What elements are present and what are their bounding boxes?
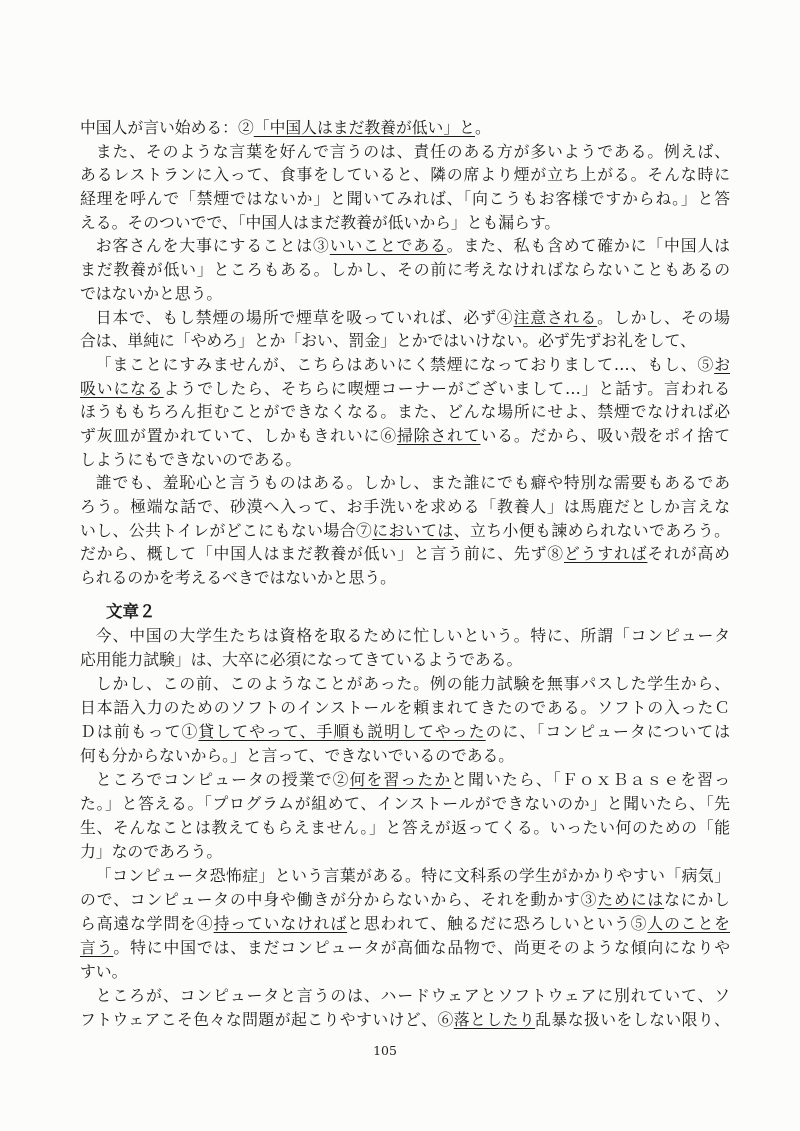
text-run: ので、コンピュータの中身や働きが分からないから、それを動かす③ [80,889,598,909]
text-run: それが高め [647,544,730,564]
text-run: あるレストランに入って、食事をしていると、隣の席より煙が立ち上がる。そんな時に [80,165,730,185]
section-heading: 文章２ [106,601,156,621]
paragraph [80,306,730,353]
text-line [80,888,730,912]
text-run: 生、そんなことは教えてもらえません。」と答えが返ってくる。いったい何のための「能 [80,817,730,837]
page-body [80,116,730,1032]
text-run: られるのかを考えるべきではないかと思う。 [80,568,396,588]
text-run: 何も分からないから。」と言って、できないでいるのである。 [80,745,515,765]
underlined-text: 貸してやって、手順も説明してやった [198,721,486,741]
text-line [80,624,730,648]
paragraph [80,353,730,471]
underlined-text: お [714,354,730,374]
text-line [80,792,730,816]
underlined-text: いいことである [329,236,447,256]
underlined-text: 何を習ったか [349,769,452,789]
text-run: いし、公共トイレがどこにもない場合⑦ [80,520,373,540]
underlined-text: 言う [80,937,114,957]
underlined-text: 掃除されて [396,425,481,445]
text-run: すい。 [80,961,128,981]
text-line [80,816,730,840]
text-run: 力」なのであろう。 [80,841,223,861]
underlined-text: 持っていなければ [213,913,348,933]
text-line [80,912,730,936]
text-line [80,672,730,696]
text-line [80,984,730,1008]
text-run: 今、中国の大学生たちは資格を取るために忙しいという。特に、所謂「コンピュータ [95,625,730,645]
paragraph [80,116,730,140]
text-run: ほうももちろん拒むことができなくなる。また、どんな場所にせよ、禁煙でなければ必 [80,402,730,422]
text-run: 、立ち小便も諫められないであろう。 [453,520,730,540]
text-run: 。しかし、その場 [597,307,730,327]
text-line [80,696,730,720]
text-line [80,116,730,140]
text-run: まだ教養が低い」ところもある。しかし、その前に考えなければならないこともあるの [80,260,730,280]
text-run: フトウェアこそ色々な問題が起こりやすいけど、⑥ [80,1009,454,1029]
text-run: と聞いたら、「ＦｏｘＢａｓｅを習っ [451,769,730,789]
text-run: Ｄは前もって① [80,721,199,741]
text-run: 応用能力試験」は、大卒に必須になってきているようである。 [80,649,523,669]
text-line [80,211,730,235]
text-run: しかし、この前、このようなことがあった。例の能力試験を無事パスした学生から、 [95,673,730,693]
text-run: お客さんを大事にすることは③ [95,236,330,256]
text-line [80,234,730,258]
text-line [80,471,730,495]
text-line [80,282,730,306]
text-run: 中国人が言い始める：② [80,118,254,137]
paragraph [80,471,730,589]
text-run: 。また、私も含めて確かに「中国人は [446,236,730,256]
paragraph [80,768,730,864]
underlined-text: 吸いになる [80,378,164,398]
text-line [80,495,730,519]
text-run: のに、「コンピュータについては [485,721,730,741]
text-line [80,187,730,211]
text-line [80,424,730,448]
text-run: ようでしたら、そちらに喫煙コーナーがございまして…」と話す。言われる [163,378,730,398]
underlined-text: においては [372,520,454,540]
text-line [80,648,730,672]
section-2 [80,624,730,1032]
text-line [80,960,730,984]
text-run: 日本語入力のためのソフトのインストールを頼まれてきたのである。ソフトの入ったＣ [80,697,730,717]
text-line [80,768,730,792]
text-line [80,306,730,330]
text-line [80,864,730,888]
page-number: 105 [373,1043,397,1058]
text-run: える。そのついでで、「中国人はまだ教養が低いから」とも漏らす。 [80,212,561,232]
text-line [80,1008,730,1032]
underlined-text: 人のことを [647,913,730,933]
paragraph [80,984,730,1032]
paragraph [80,864,730,984]
text-line [80,566,730,590]
text-line [80,840,730,864]
paragraph [80,140,730,235]
text-run: いる。だから、吸い殻をポイ捨て [480,425,730,445]
paragraph [80,624,730,672]
text-line [80,353,730,377]
paragraph [80,234,730,305]
text-run: なにかし [664,889,730,909]
text-line [80,140,730,164]
text-run: ろう。極端な話で、砂漠へ入って、お手洗いを求める「教養人」は馬鹿だとしか言えな [80,497,730,516]
paragraph [80,672,730,768]
text-run: だから、概して「中国人はまだ教養が低い」と言う前に、先ず⑧ [80,544,564,564]
text-line [80,542,730,566]
text-line [80,519,730,543]
text-line [80,448,730,472]
text-line [80,258,730,282]
text-run: 「コンピュータ恐怖症」という言葉がある。特に文科系の学生がかかりやすい「病気」 [95,865,730,885]
text-run: ところが、コンピュータと言うのは、ハードウェアとソフトウェアに別れていて、ソ [95,985,730,1005]
underlined-text: 落としたり [453,1009,536,1029]
text-run: と思われて、触るだに恐ろしいという⑤ [347,913,648,933]
underlined-text: どうすれば [563,544,648,564]
section-1 [80,116,730,590]
underlined-text: ためには [597,889,665,909]
text-run: ら高遠な学問を④ [80,913,214,933]
underlined-text: 「中国人はまだ教養が低い」と [253,118,475,137]
text-line [80,163,730,187]
text-run: しようにもできないのである。 [80,449,302,469]
text-line [80,744,730,768]
text-run: た。」と答える。「プログラムが組めて、インストールができないのか」と聞いたら、「先 [80,793,730,813]
text-run: 。特に中国では、まだコンピュータが高価な品物で、尚更そのような傾向になりや [113,937,730,957]
text-run: 乱暴な扱いをしない限り、 [535,1009,730,1029]
text-line [80,329,730,353]
text-run: 日本で、もし禁煙の場所で煙草を吸っていれば、必ず④ [95,307,514,327]
text-run: また、そのような言葉を好んで言うのは、責任のある方が多いようである。例えば、 [95,141,730,161]
text-line [80,400,730,424]
text-line [80,377,730,401]
text-line [80,936,730,960]
text-run: 「まことにすみませんが、こちらはあいにく禁煙になっておりまして…、もし、⑤ [95,354,715,374]
text-run: ところでコンピュータの授業で② [95,769,350,789]
text-line [80,720,730,744]
text-run: 合は、単純に「やめろ」とか「おい、罰金」とかではいけない。必ず先ずお礼をして、 [80,331,696,351]
text-run: 。 [474,118,491,137]
text-run: 経理を呼んで「禁煙ではないか」と聞いてみれば、「向こうもお客様ですからね。」と答 [80,189,730,209]
text-run: 誰でも、羞恥心と言うものはある。しかし、また誰にでも癖や特別な需要もあるであ [95,473,730,493]
text-run: ではないかと思う。 [80,283,223,303]
underlined-text: 注意される [513,307,598,327]
text-run: ず灰皿が置かれていて、しかもきれいに⑥ [80,425,397,445]
